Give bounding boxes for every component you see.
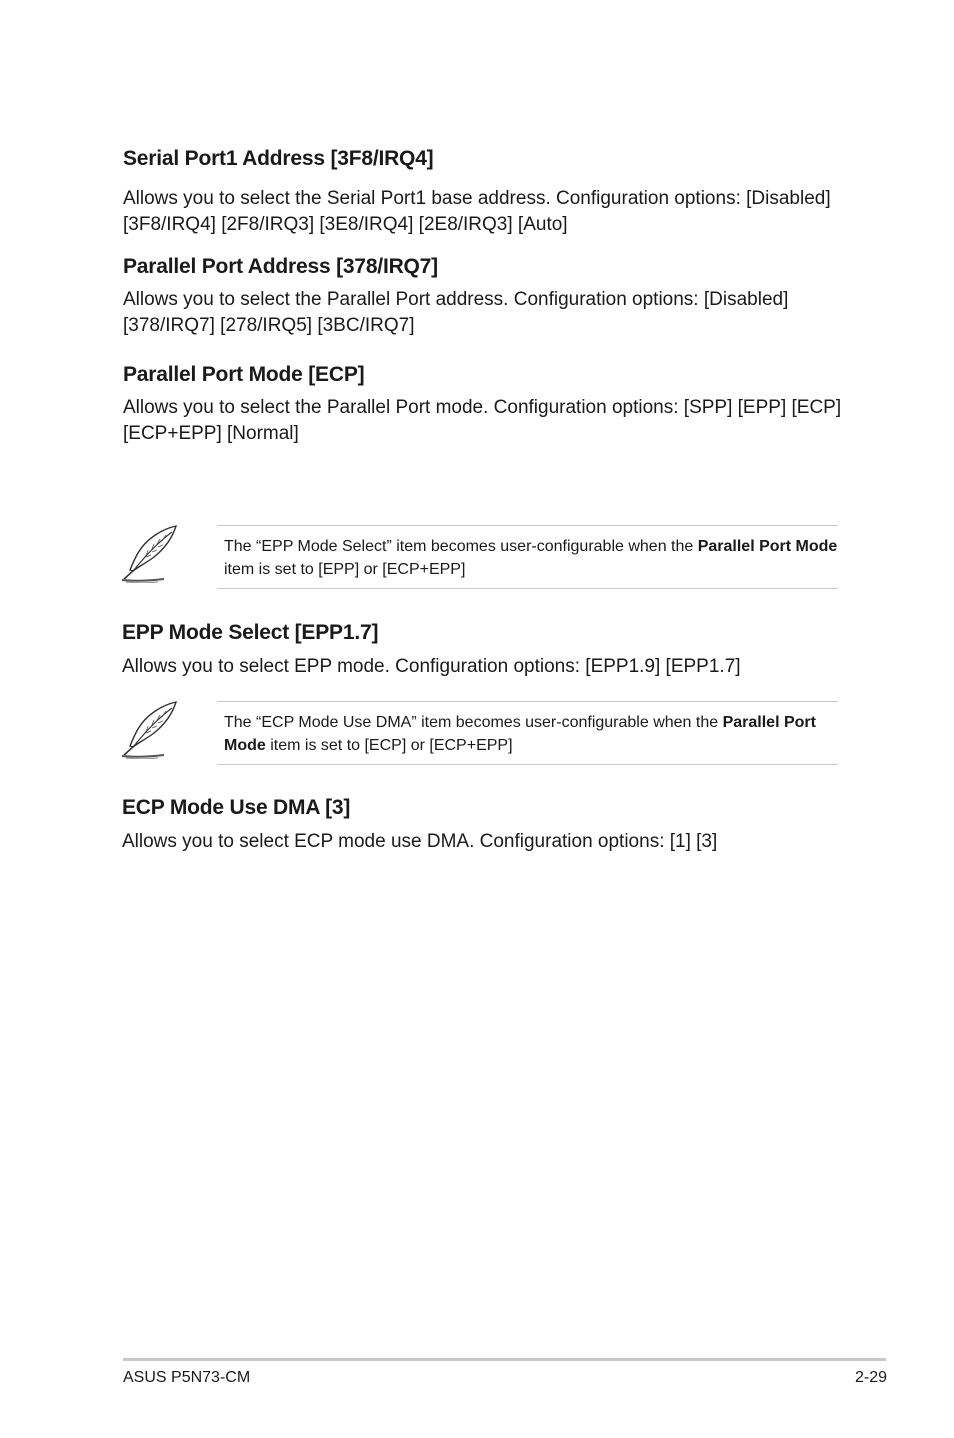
section-heading-parallel-port-mode: Parallel Port Mode [ECP] <box>123 363 365 386</box>
section-heading-ecp-mode-use-dma: ECP Mode Use DMA [3] <box>122 796 351 819</box>
note-bold-term: Parallel Port Mode <box>224 714 816 754</box>
section-description-serial-port1-address: Allows you to select the Serial Port1 base address. Configuration options: [Disabled] [3F8/IRQ4] [2F8/IRQ3] [3E8/IRQ4] [2E8/IRQ3] [Auto] <box>123 188 831 235</box>
note-text-part: The “EPP Mode Select” item becomes user-configurable when the <box>224 538 698 555</box>
section-description-ecp-mode-use-dma: Allows you to select ECP mode use DMA. Configuration options: [1] [3] <box>122 831 718 852</box>
note-text <box>224 535 838 581</box>
note-text-part: item is set to [ECP] or [ECP+EPP] <box>265 737 513 754</box>
section-heading-parallel-port-address: Parallel Port Address [378/IRQ7] <box>123 255 438 278</box>
section-description-parallel-port-address: Allows you to select the Parallel Port address. Configuration options: [Disabled] [378/IRQ7] [278/IRQ5] [3BC/IRQ7] <box>123 289 789 336</box>
feather-note-icon <box>118 523 184 583</box>
footer-divider <box>123 1358 886 1361</box>
note-bold-term: Parallel Port Mode <box>697 538 838 555</box>
footer-product-name: ASUS P5N73-CM <box>123 1369 251 1386</box>
note-box-epp-mode-select <box>217 525 838 589</box>
section-heading-serial-port1-address: Serial Port1 Address [3F8/IRQ4] <box>123 147 434 170</box>
section-description-parallel-port-mode: Allows you to select the Parallel Port mode. Configuration options: [SPP] [EPP] [ECP] [ECP+EPP] [Normal] <box>123 397 842 444</box>
footer-page-number: 2-29 <box>854 1369 887 1386</box>
section-heading-epp-mode-select: EPP Mode Select [EPP1.7] <box>122 621 379 644</box>
note-text <box>224 711 838 757</box>
note-box-ecp-mode-use-dma <box>217 701 838 765</box>
note-text-part: The “ECP Mode Use DMA” item becomes user-configurable when the <box>224 714 723 731</box>
section-description-epp-mode-select: Allows you to select EPP mode. Configuration options: [EPP1.9] [EPP1.7] <box>122 656 741 677</box>
note-text-part: item is set to [EPP] or [ECP+EPP] <box>224 561 466 578</box>
feather-note-icon <box>118 699 184 759</box>
